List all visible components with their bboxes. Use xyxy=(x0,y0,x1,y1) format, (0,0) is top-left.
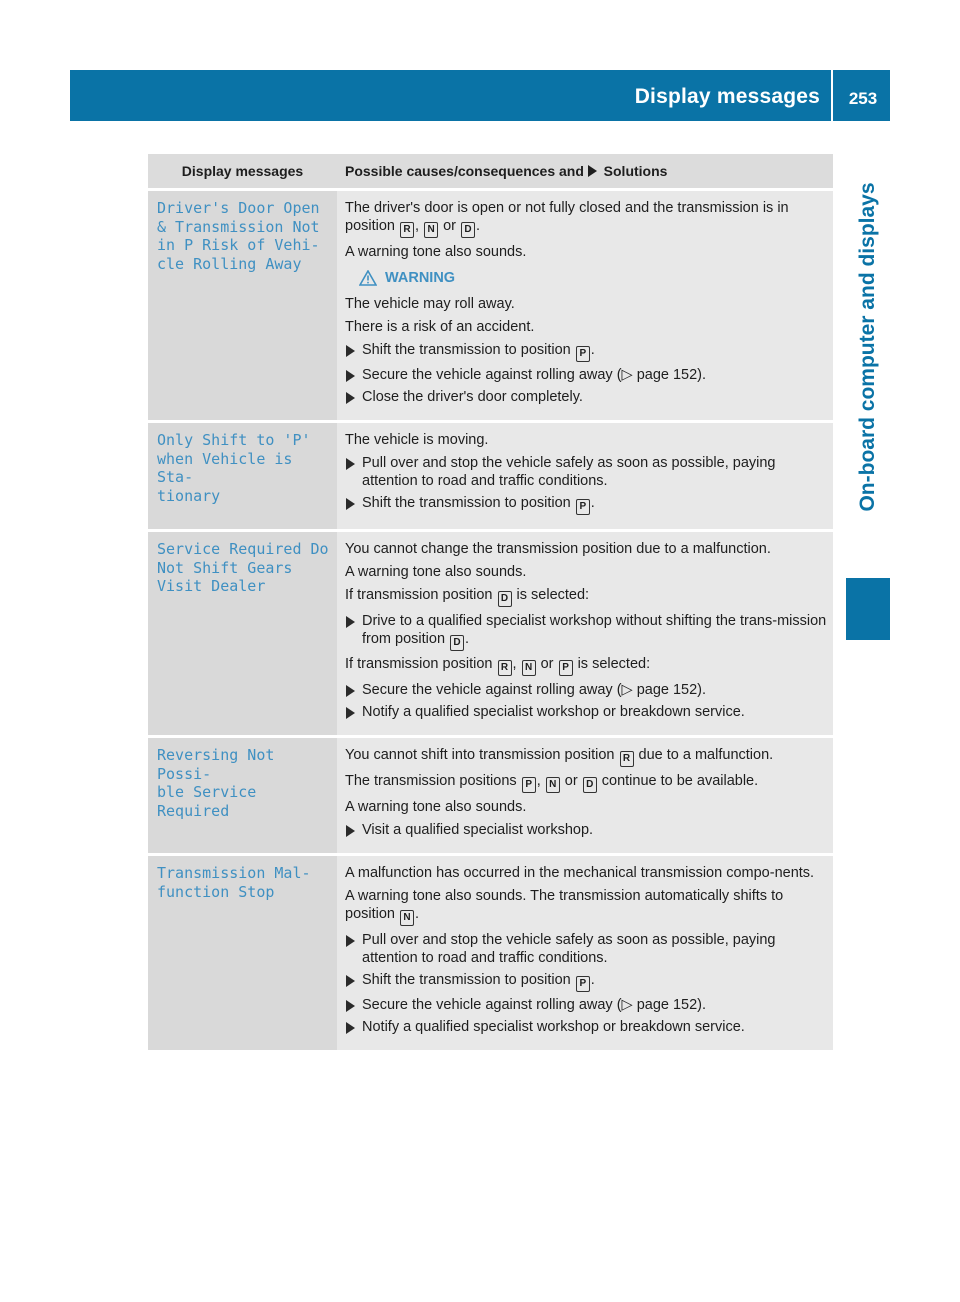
table-row xyxy=(148,190,833,422)
gear-d-icon: D xyxy=(450,635,464,651)
display-message: Reversing Not Possi‐ ble Service Required xyxy=(148,737,337,855)
col-header-suffix: Solutions xyxy=(603,163,668,179)
gear-d-icon: D xyxy=(461,222,475,238)
warning-text: There is a risk of an accident. xyxy=(345,319,535,335)
display-message: Only Shift to 'P' when Vehicle is Sta‐ tionary xyxy=(148,422,337,531)
gear-d-icon: D xyxy=(498,591,512,607)
header-divider xyxy=(831,70,833,121)
gear-r-icon: R xyxy=(498,660,512,676)
step-arrow-icon xyxy=(346,935,355,947)
table-row xyxy=(148,855,833,1051)
gear-r-icon: R xyxy=(400,222,414,238)
cause-text: If transmission position R , N or P is selected: xyxy=(345,655,829,676)
step-arrow-icon xyxy=(346,1022,355,1034)
solution-arrow-icon xyxy=(588,165,597,177)
cause-text: You cannot change the transmission position due to a malfunction. xyxy=(345,541,771,557)
solution-cell xyxy=(337,531,833,737)
solution-step: Pull over and stop the vehicle safely as soon as possible, paying attention to road and traffic conditions. xyxy=(345,454,829,490)
step-arrow-icon xyxy=(346,1000,355,1012)
step-arrow-icon xyxy=(346,370,355,382)
gear-n-icon: N xyxy=(522,660,536,676)
chapter-label: On-board computer and displays xyxy=(856,182,879,512)
cause-text: A warning tone also sounds. xyxy=(345,244,527,260)
step-arrow-icon xyxy=(346,616,355,628)
cause-text: The transmission positions P , N or D continue to be available. xyxy=(345,772,829,793)
solution-step: Close the driver's door completely. xyxy=(345,388,829,406)
gear-p-icon: P xyxy=(559,660,573,676)
step-arrow-icon xyxy=(346,458,355,470)
display-message: Transmission Mal‐ function Stop xyxy=(148,855,337,1051)
cause-text: The vehicle is moving. xyxy=(345,432,489,448)
display-message: Service Required Do Not Shift Gears Visit Dealer xyxy=(148,531,337,737)
solution-cell xyxy=(337,422,833,531)
gear-r-icon: R xyxy=(620,751,634,767)
cause-text: A malfunction has occurred in the mechanical transmission compo-nents. xyxy=(345,865,815,881)
col-header-messages: Display messages xyxy=(148,154,337,190)
cause-text: A warning tone also sounds. xyxy=(345,799,527,815)
warning-triangle-icon xyxy=(359,270,377,286)
cause-text: The driver's door is open or not fully closed and the transmission is in position R , N or D . xyxy=(345,199,829,238)
solution-step: Visit a qualified specialist workshop. xyxy=(345,821,829,839)
gear-p-icon: P xyxy=(576,976,590,992)
cause-text: A warning tone also sounds. The transmission automatically shifts to position N . xyxy=(345,887,829,926)
solution-step: Notify a qualified specialist workshop or breakdown service. xyxy=(345,703,829,721)
solution-step: Shift the transmission to position P . xyxy=(345,971,829,992)
gear-n-icon: N xyxy=(546,777,560,793)
cause-text: If transmission position D is selected: xyxy=(345,586,829,607)
step-arrow-icon xyxy=(346,685,355,697)
step-arrow-icon xyxy=(346,345,355,357)
page-header-bar xyxy=(70,70,890,121)
gear-d-icon: D xyxy=(583,777,597,793)
table-row xyxy=(148,422,833,531)
step-arrow-icon xyxy=(346,825,355,837)
table-row xyxy=(148,737,833,855)
gear-n-icon: N xyxy=(400,910,414,926)
solution-step: Drive to a qualified specialist workshop without shifting the trans-mission from position D . xyxy=(345,612,829,651)
gear-p-icon: P xyxy=(522,777,536,793)
page-title: Display messages xyxy=(634,85,820,108)
chapter-marker xyxy=(846,578,890,640)
solution-step: Secure the vehicle against rolling away (▷ page 152). xyxy=(345,996,829,1014)
page-number: 253 xyxy=(848,89,878,108)
gear-n-icon: N xyxy=(424,222,438,238)
step-arrow-icon xyxy=(346,975,355,987)
cause-text: You cannot shift into transmission position R due to a malfunction. xyxy=(345,746,829,767)
display-messages-table xyxy=(148,154,833,1050)
col-header-prefix: Possible causes/consequences and xyxy=(345,163,584,179)
solution-step: Shift the transmission to position P . xyxy=(345,341,829,362)
solution-step: Secure the vehicle against rolling away (▷ page 152). xyxy=(345,681,829,699)
step-arrow-icon xyxy=(346,707,355,719)
col-header-solutions xyxy=(337,154,833,190)
solution-step: Notify a qualified specialist workshop or breakdown service. xyxy=(345,1018,829,1036)
gear-p-icon: P xyxy=(576,499,590,515)
solution-step: Secure the vehicle against rolling away (▷ page 152). xyxy=(345,366,829,384)
solution-step: Pull over and stop the vehicle safely as soon as possible, paying attention to road and traffic conditions. xyxy=(345,931,829,967)
cause-text: A warning tone also sounds. xyxy=(345,564,527,580)
step-arrow-icon xyxy=(346,498,355,510)
table-row xyxy=(148,531,833,737)
warning-heading: WARNING xyxy=(359,269,829,287)
solution-step: Shift the transmission to position P . xyxy=(345,494,829,515)
solution-cell xyxy=(337,190,833,422)
display-message: Driver's Door Open & Transmission Not in P Risk of Vehi‐ cle Rolling Away xyxy=(148,190,337,422)
table-header-row xyxy=(148,154,833,190)
gear-p-icon: P xyxy=(576,346,590,362)
step-arrow-icon xyxy=(346,392,355,404)
chapter-side-tab xyxy=(846,121,890,573)
solution-cell xyxy=(337,737,833,855)
solution-cell xyxy=(337,855,833,1051)
warning-text: The vehicle may roll away. xyxy=(345,296,515,312)
